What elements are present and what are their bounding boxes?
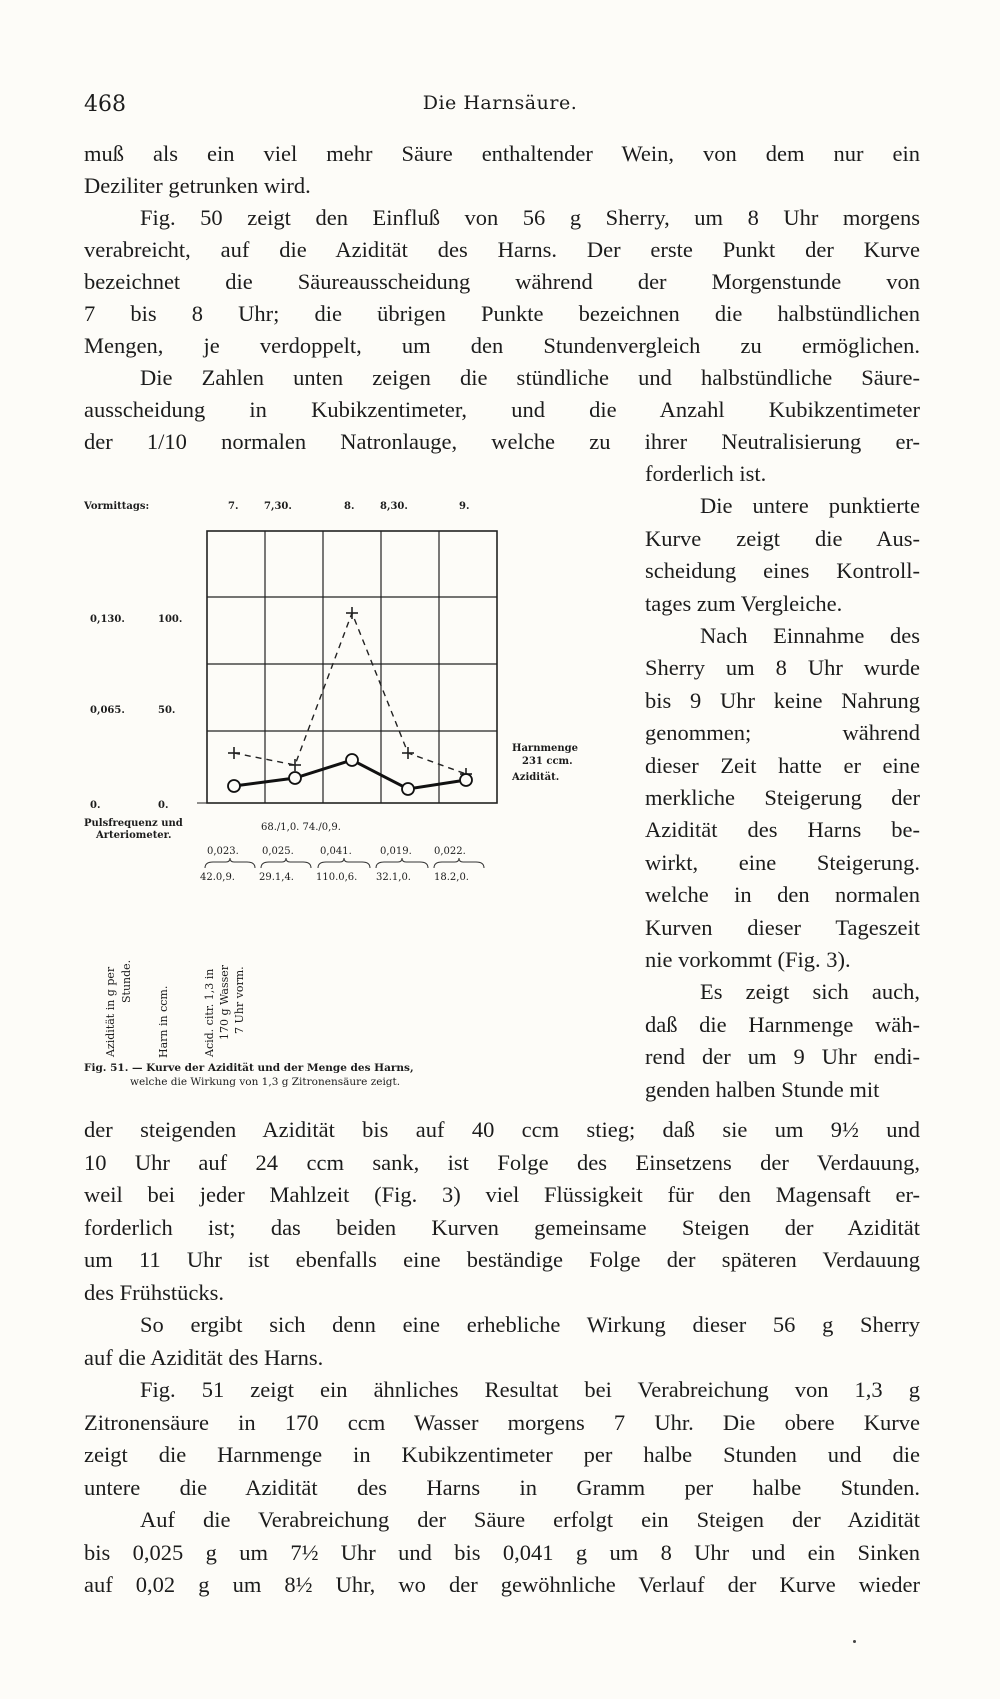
side-text-line: wirkt, eine Steigerung.: [645, 849, 920, 875]
time-label: 8,30.: [380, 501, 408, 512]
text-line: Deziliter getrunken wird.: [84, 173, 311, 198]
bottom-text-line: 10 Uhr auf 24 ccm sank, ist Folge des Einsetzens der Verdauung,: [84, 1149, 920, 1175]
aciditaet-label: Azidität.: [512, 772, 560, 783]
side-text-line: dieser Zeit hatte er eine: [645, 752, 920, 778]
text-line: Fig. 50 zeigt den Einfluß von 56 g Sherry, um 8 Uhr morgens: [140, 205, 920, 230]
acid-value: 0,019.: [380, 846, 412, 857]
side-text-line: genommen; während: [645, 720, 920, 746]
harnmenge-point: [228, 747, 240, 759]
bottom-text-line: untere die Azidität des Harns in Gramm per halbe Stunden.: [84, 1474, 920, 1500]
scale-outer-label: 0,065.: [90, 705, 125, 716]
side-text-line: Kurve zeigt die Aus-: [645, 525, 920, 551]
pulse-label-2: Arteriometer.: [96, 830, 172, 841]
aciditaet-point: [346, 754, 358, 766]
time-label: 7.: [228, 501, 239, 512]
vertical-label-citr-3: 7 Uhr vorm.: [233, 966, 246, 1034]
value-brace: [261, 858, 311, 868]
text-line: ausscheidung in Kubikzentimeter, und die Anzahl Kubikzentimeter: [84, 397, 920, 422]
harnmenge-line: [234, 613, 466, 774]
scale-inner-label: 0.: [158, 800, 169, 811]
scale-outer-label: 0.: [90, 800, 101, 811]
bottom-text-line: So ergibt sich denn eine erhebliche Wirkung dieser 56 g Sherry: [140, 1312, 920, 1337]
side-text-line: Kurven dieser Tageszeit: [645, 914, 920, 940]
acid-value: 0,023.: [207, 846, 239, 857]
volume-value: 42.0,9.: [200, 872, 235, 883]
side-text-line: rend der um 9 Uhr endi-: [645, 1044, 920, 1070]
time-label: 7,30.: [264, 501, 292, 512]
volume-value: 18.2,0.: [434, 872, 469, 883]
vormittags-label: Vormittags:: [84, 501, 150, 512]
ink-speck: [853, 1640, 856, 1643]
figure-caption: Fig. 51. — Kurve der Azidität und der Menge des Harns,: [84, 1062, 414, 1074]
bottom-text-line: weil bei jeder Mahlzeit (Fig. 3) viel Flüssigkeit für den Magensaft er-: [84, 1182, 920, 1207]
bottom-text-line: Auf die Verabreichung der Säure erfolgt ein Steigen der Azidität: [140, 1507, 920, 1532]
acid-value: 0,022.: [434, 846, 466, 857]
time-label: 8.: [344, 501, 355, 512]
side-text-line: nie vorkommt (Fig. 3).: [645, 947, 851, 972]
figure-caption-2: welche die Wirkung von 1,3 g Zitronensäure zeigt.: [130, 1076, 401, 1088]
side-text-line: scheidung eines Kontroll-: [645, 558, 920, 584]
side-text-line: bis 9 Uhr keine Nahrung: [645, 687, 920, 713]
harnmenge-label: Harnmenge: [512, 743, 579, 754]
side-text-line: merkliche Steigerung der: [645, 785, 920, 810]
text-line: bezeichnet die Säureausscheidung während der Morgenstunde von: [84, 269, 920, 294]
aciditaet-point: [460, 774, 472, 786]
side-text-line: Es zeigt sich auch,: [700, 979, 920, 1005]
volume-value: 32.1,0.: [376, 872, 411, 883]
side-text-line: Azidität des Harns be-: [645, 817, 920, 843]
acid-value: 0,041.: [320, 846, 352, 857]
bottom-text-line: Zitronensäure in 170 ccm Wasser morgens 7 Uhr. Die obere Kurve: [84, 1409, 920, 1435]
scale-inner-label: 100.: [158, 614, 183, 625]
page-number: 468: [84, 92, 126, 117]
side-text-line: welche in den normalen: [645, 882, 920, 908]
text-line: 7 bis 8 Uhr; die übrigen Punkte bezeichnen die halbstündlichen: [84, 301, 920, 326]
value-brace: [318, 858, 370, 868]
side-text-line: Nach Einnahme des: [700, 623, 920, 648]
value-brace: [376, 858, 428, 868]
scale-inner-label: 50.: [158, 705, 176, 716]
running-title: Die Harnsäure.: [422, 92, 578, 114]
value-brace: [434, 858, 484, 868]
side-text-line: Die untere punktierte: [700, 493, 920, 519]
pulse-label: Pulsfrequenz und: [84, 818, 183, 829]
harnmenge-value: 231 ccm.: [522, 756, 573, 767]
bottom-text-line: auf 0,02 g um 8½ Uhr, wo der gewöhnliche Verlauf der Kurve wieder: [84, 1572, 920, 1597]
vertical-label-acid-2: Stunde.: [120, 959, 133, 1003]
bottom-text-line: zeigt die Harnmenge in Kubikzentimeter per halbe Stunden und die: [84, 1442, 920, 1467]
time-label: 9.: [459, 501, 470, 512]
text-line: muß als ein viel mehr Säure enthaltender Wein, von dem nur ein: [84, 141, 920, 166]
side-text-line: forderlich ist.: [645, 461, 767, 486]
harnmenge-point: [402, 747, 414, 759]
scale-outer-label: 0,130.: [90, 614, 125, 625]
bottom-text-line: bis 0,025 g um 7½ Uhr und bis 0,041 g um 8 Uhr und ein Sinken: [84, 1539, 920, 1565]
acid-value: 0,025.: [262, 846, 294, 857]
volume-value: 29.1,4.: [259, 872, 294, 883]
bottom-text-line: Fig. 51 zeigt ein ähnliches Resultat bei Verabreichung von 1,3 g: [140, 1377, 920, 1402]
text-line: Die Zahlen unten zeigen die stündliche und halbstündliche Säure-: [140, 365, 920, 390]
volume-value: 110.0,6.: [316, 872, 358, 883]
vertical-label-citr-2: 170 g Wasser: [218, 965, 231, 1040]
text-line: der 1/10 normalen Natronlauge, welche zu ihrer Neutralisierung er-: [84, 429, 920, 454]
aciditaet-point: [402, 783, 414, 795]
vertical-label-harn: Harn in ccm.: [157, 985, 170, 1058]
side-text-line: daß die Harnmenge wäh-: [645, 1011, 920, 1037]
aciditaet-point: [289, 772, 301, 784]
text-line: verabreicht, auf die Azidität des Harns. Der erste Punkt der Kurve: [84, 237, 920, 262]
pulse-values: 68./1,0. 74./0,9.: [261, 822, 341, 833]
harnmenge-point: [289, 759, 301, 771]
vertical-label-citr: Acid. citr. 1,3 in: [203, 968, 216, 1057]
text-line: Mengen, je verdoppelt, um den Stundenvergleich zu ermöglichen.: [84, 333, 920, 358]
bottom-text-line: auf die Azidität des Harns.: [84, 1344, 324, 1370]
bottom-text-line: um 11 Uhr ist ebenfalls eine beständige Folge der späteren Verdauung: [84, 1247, 920, 1272]
bottom-text-line: forderlich ist; das beiden Kurven gemeinsame Steigen der Azidität: [84, 1214, 920, 1240]
bottom-text-line: des Frühstücks.: [84, 1279, 224, 1305]
vertical-label-acid: Azidität in g per: [104, 966, 117, 1057]
side-text-line: tages zum Vergleiche.: [645, 590, 843, 616]
harnmenge-point: [346, 607, 358, 619]
aciditaet-point: [228, 780, 240, 792]
side-text-line: genden halben Stunde mit: [645, 1076, 880, 1102]
bottom-text-line: der steigenden Azidität bis auf 40 ccm stieg; daß sie um 9½ und: [84, 1117, 920, 1142]
side-text-line: Sherry um 8 Uhr wurde: [645, 655, 920, 681]
value-brace: [205, 858, 255, 868]
